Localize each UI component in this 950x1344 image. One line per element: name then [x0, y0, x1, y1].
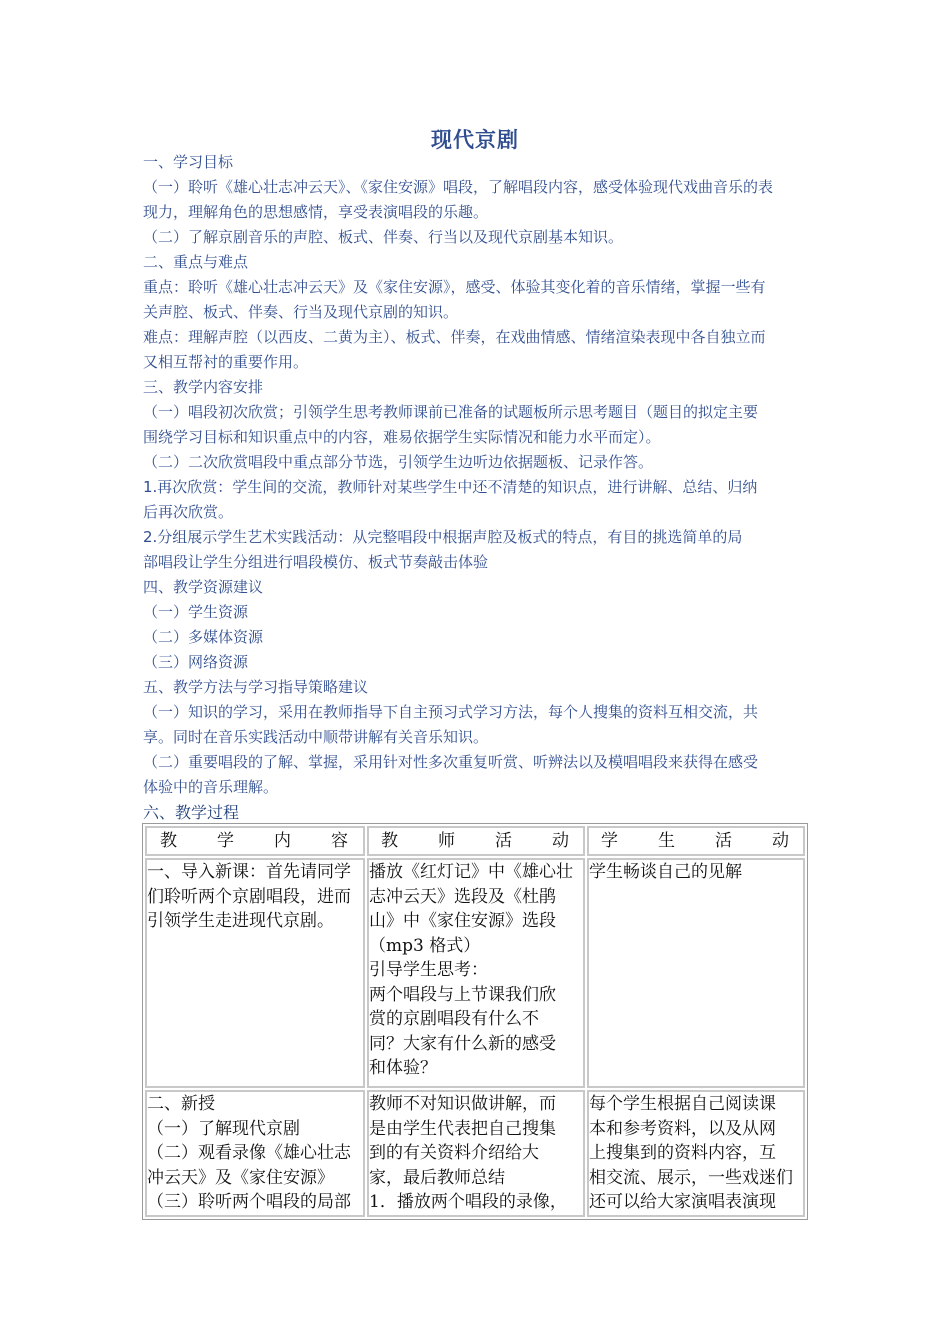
cell-line: 1．播放两个唱段的录像， — [369, 1192, 567, 1212]
text-line: 后再次欣赏。 — [143, 503, 234, 521]
text-line: 五、教学方法与学习指导策略建议 — [143, 678, 369, 696]
teaching-process-table — [142, 823, 808, 1220]
cell-line: 是由学生代表把自己搜集 — [369, 1118, 556, 1139]
text-line: （一）聆听《雄心壮志冲云天》、《家住安源》唱段，了解唱段内容，感受体验现代戏曲音乐的表 — [143, 178, 774, 196]
text-line: （三）网络资源 — [143, 653, 249, 671]
cell-content — [145, 1090, 365, 1217]
cell-line: 到的有关资料介绍给大 — [369, 1143, 539, 1163]
text-line: 四、教学资源建议 — [143, 578, 264, 596]
cell-line: 志冲云天》选段及《杜鹃 — [369, 886, 556, 907]
cell-line: 家，最后教师总结 — [369, 1167, 505, 1188]
cell-teacher — [367, 858, 585, 1088]
document-title: 现代京剧 — [431, 128, 519, 152]
text-line: （二）重要唱段的了解、掌握，采用针对性多次重复听赏、听辨法以及模唱唱段来获得在感受 — [143, 753, 759, 771]
text-line: 二、重点与难点 — [143, 253, 249, 271]
text-line: 部唱段让学生分组进行唱段模仿、板式节奏敲击体验 — [143, 553, 489, 571]
cell-line: 赏的京剧唱段有什么不 — [369, 1009, 539, 1029]
table-header-row — [145, 826, 805, 856]
text-line: 三、教学内容安排 — [143, 378, 264, 396]
text-line: 享。同时在音乐实践活动中顺带讲解有关音乐知识。 — [143, 728, 489, 746]
text-line: （一）知识的学习，采用在教师指导下自主预习式学习方法，每个人搜集的资料互相交流，共 — [143, 703, 759, 721]
text-line: 围绕学习目标和知识重点中的内容，难易依据学生实际情况和能力水平而定）。 — [143, 428, 661, 446]
cell-line: （一）了解现代京剧 — [147, 1118, 300, 1139]
cell-line: （二）观看录像《雄心壮志 — [147, 1143, 351, 1163]
text-line: （二）了解京剧音乐的声腔、板式、伴奏、行当以及现代京剧基本知识。 — [143, 228, 624, 246]
cell-line: 二、新授 — [147, 1094, 215, 1114]
text-line: （一）学生资源 — [143, 603, 249, 621]
header-content: 教 学 内 容 — [145, 826, 365, 856]
text-line: 2.分组展示学生艺术实践活动：从完整唱段中根据声腔及板式的特点，有目的挑选简单的局 — [143, 528, 743, 546]
text-line: 现力，理解角色的思想感情，享受表演唱段的乐趣。 — [143, 203, 489, 221]
cell-line: 还可以给大家演唱表演现 — [589, 1192, 776, 1212]
cell-content — [145, 858, 365, 1088]
cell-line: 引导学生思考： — [369, 960, 488, 980]
text-line: 六、教学过程 — [143, 803, 240, 822]
cell-line: 冲云天》及《家住安源》 — [147, 1167, 334, 1188]
cell-line: 播放《红灯记》中《雄心壮 — [369, 862, 573, 882]
header-teacher: 教 师 活 动 — [367, 826, 585, 856]
cell-line: 学生畅谈自己的见解 — [589, 862, 742, 882]
text-line: 重点：聆听《雄心壮志冲云天》及《家住安源》，感受、体验其变化着的音乐情绪，掌握一些有 — [143, 278, 766, 296]
text-line: 难点：理解声腔（以西皮、二黄为主）、板式、伴奏，在戏曲情感、情绪渲染表现中各自独立而 — [143, 328, 766, 346]
cell-line: 相交流、展示，一些戏迷们 — [589, 1167, 793, 1188]
document-body — [143, 150, 811, 825]
cell-student — [587, 1090, 805, 1217]
cell-line: 山》中《家住安源》选段 — [369, 911, 556, 931]
cell-line: 每个学生根据自己阅读课 — [589, 1094, 776, 1114]
text-line: 体验中的音乐理解。 — [143, 778, 279, 796]
text-line: 关声腔、板式、伴奏、行当及现代京剧的知识。 — [143, 303, 459, 321]
cell-line: 上搜集到的资料内容，互 — [589, 1143, 776, 1163]
table-row — [145, 858, 805, 1088]
cell-line: 两个唱段与上节课我们欣 — [369, 984, 556, 1005]
text-line: 又相互帮衬的重要作用。 — [143, 353, 309, 371]
text-line: （一）唱段初次欣赏；引领学生思考教师课前已准备的试题板所示思考题目（题目的拟定主要 — [143, 403, 759, 421]
text-line: 一、学习目标 — [143, 153, 234, 171]
cell-line: （mp3 格式） — [369, 935, 481, 956]
text-line: （二）二次欣赏唱段中重点部分节选，引领学生边听边依据题板、记录作答。 — [143, 453, 654, 471]
text-line: 1.再次欣赏：学生间的交流，教师针对某些学生中还不清楚的知识点，进行讲解、总结、归纳 — [143, 478, 758, 496]
header-student: 学 生 活 动 — [587, 826, 805, 856]
cell-line: 教师不对知识做讲解，而 — [369, 1094, 556, 1114]
cell-student — [587, 858, 805, 1088]
table-row — [145, 1090, 805, 1217]
cell-line: 们聆听两个京剧唱段，进而 — [147, 886, 351, 907]
cell-line: 引领学生走进现代京剧。 — [147, 911, 334, 931]
cell-line: 一、导入新课：首先请同学 — [147, 862, 351, 882]
cell-line: 本和参考资料，以及从网 — [589, 1118, 776, 1139]
text-line: （二）多媒体资源 — [143, 628, 264, 646]
cell-line: 同？大家有什么新的感受 — [369, 1033, 556, 1054]
cell-teacher — [367, 1090, 585, 1217]
cell-line: 和体验？ — [369, 1058, 437, 1078]
cell-line: （三）聆听两个唱段的局部 — [147, 1192, 351, 1212]
